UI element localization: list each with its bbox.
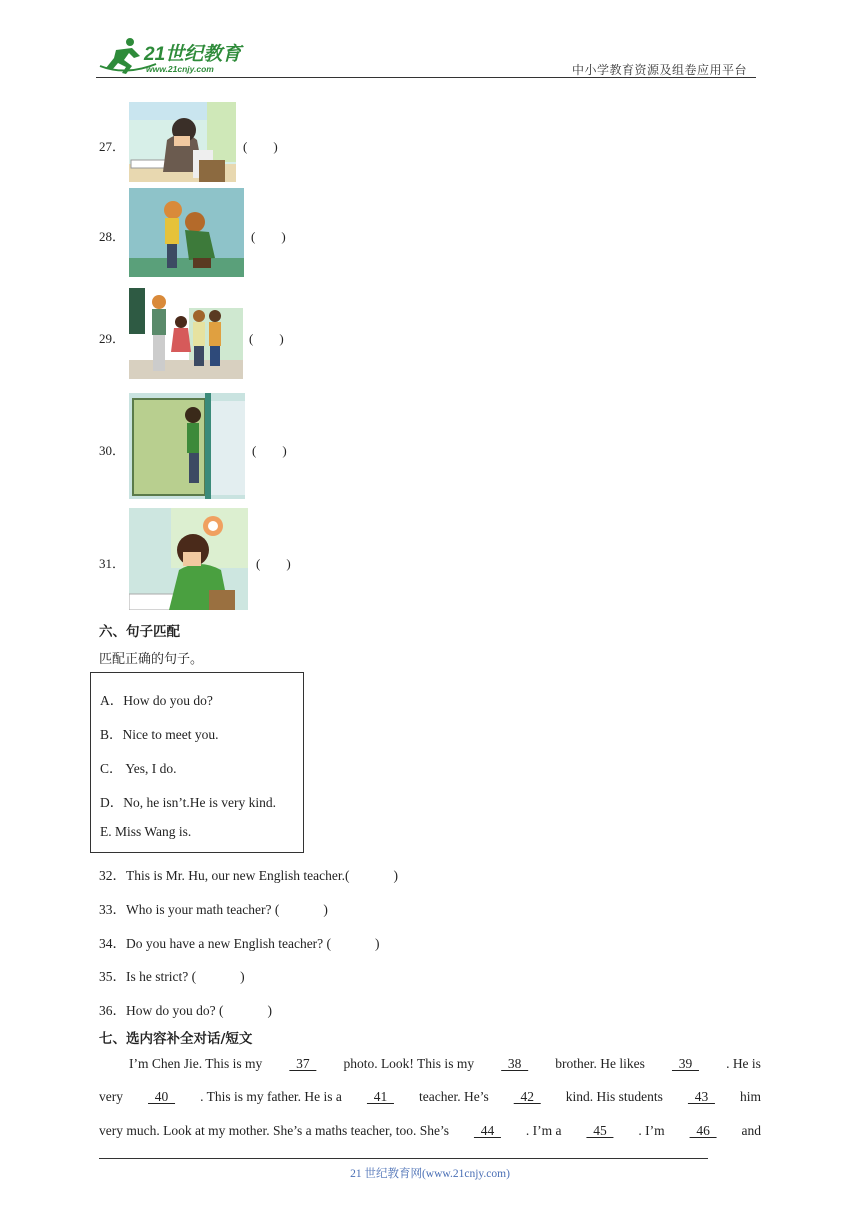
question-text: This is Mr. Hu, our new English teacher.( bbox=[126, 868, 350, 883]
passage-text: I’m Chen Jie. This is my bbox=[129, 1056, 263, 1071]
question-number: 29． bbox=[99, 331, 126, 346]
question-34 bbox=[99, 932, 380, 952]
answer-paren[interactable]: ( ) bbox=[252, 443, 287, 458]
passage-line-3 bbox=[99, 1123, 761, 1139]
passage-text: . He is bbox=[726, 1056, 761, 1071]
close-paren: ) bbox=[393, 868, 398, 883]
passage-text: teacher. He’s bbox=[418, 1089, 489, 1104]
question-number: 32． bbox=[99, 868, 126, 883]
option-a: A．How do you do? bbox=[100, 693, 213, 708]
footer-text[interactable]: 21 世纪教育网(www.21cnjy.com) bbox=[350, 1168, 510, 1180]
blank-43[interactable]: 43 bbox=[687, 1089, 715, 1104]
blank-40[interactable]: 40 bbox=[148, 1089, 176, 1104]
blank-46[interactable]: 46 bbox=[689, 1123, 717, 1138]
question-text: Who is your math teacher? ( bbox=[126, 902, 280, 917]
passage-text: . This is my father. He is a bbox=[200, 1089, 342, 1104]
question-32 bbox=[99, 864, 398, 884]
passage-text: . I’m bbox=[638, 1123, 665, 1138]
passage-line-1 bbox=[129, 1056, 761, 1072]
answer-paren[interactable]: ( ) bbox=[256, 556, 291, 571]
question-number: 36． bbox=[99, 1003, 126, 1018]
platform-name: 中小学教育资源及组卷应用平台 bbox=[572, 63, 748, 77]
question-text: Is he strict? ( bbox=[126, 969, 197, 984]
picture-boy-reading bbox=[129, 102, 236, 182]
blank-41[interactable]: 41 bbox=[366, 1089, 394, 1104]
site-logo bbox=[96, 36, 266, 78]
question-number: 30． bbox=[99, 443, 126, 458]
blank-39[interactable]: 39 bbox=[671, 1056, 699, 1071]
passage-text: brother. He likes bbox=[555, 1056, 645, 1071]
question-number: 34． bbox=[99, 936, 126, 951]
passage-text: very bbox=[99, 1089, 123, 1104]
blank-37[interactable]: 37 bbox=[289, 1056, 317, 1071]
header-divider bbox=[96, 77, 756, 78]
passage-text: kind. His students bbox=[565, 1089, 663, 1104]
section-instruction: 匹配正确的句子。 bbox=[99, 652, 204, 667]
logo-text: 21世纪教育 bbox=[144, 44, 242, 65]
logo-url: www.21cnjy.com bbox=[146, 64, 214, 74]
question-number: 31． bbox=[99, 556, 126, 571]
picture-teacher-and-boy bbox=[129, 188, 244, 277]
question-33 bbox=[99, 898, 328, 918]
blank-42[interactable]: 42 bbox=[513, 1089, 541, 1104]
picture-teacher-and-students bbox=[129, 288, 243, 379]
option-c: C． Yes, I do. bbox=[100, 761, 177, 776]
passage-text: and bbox=[741, 1123, 761, 1138]
question-text: Do you have a new English teacher? ( bbox=[126, 936, 332, 951]
blank-38[interactable]: 38 bbox=[501, 1056, 529, 1071]
option-d: D．No, he isn’t.He is very kind. bbox=[100, 795, 276, 810]
option-e: E. Miss Wang is. bbox=[100, 824, 192, 839]
blank-44[interactable]: 44 bbox=[473, 1123, 501, 1138]
section-title: 六、句子匹配 bbox=[99, 624, 180, 640]
passage-text: him bbox=[739, 1089, 761, 1104]
passage-text: very much. Look at my mother. She’s a maths teacher, too. She’s bbox=[99, 1123, 450, 1138]
close-paren: ) bbox=[240, 969, 245, 984]
question-number: 35． bbox=[99, 969, 126, 984]
question-number: 28． bbox=[99, 229, 126, 244]
passage-text: photo. Look! This is my bbox=[343, 1056, 475, 1071]
option-b: B．Nice to meet you. bbox=[100, 727, 219, 742]
picture-boy-with-idea bbox=[129, 508, 248, 610]
question-35 bbox=[99, 965, 245, 985]
passage-line-2 bbox=[99, 1089, 761, 1105]
question-36 bbox=[99, 999, 272, 1019]
footer-divider bbox=[99, 1158, 708, 1159]
options-box bbox=[90, 672, 304, 853]
answer-paren[interactable]: ( ) bbox=[251, 229, 286, 244]
passage-text: . I’m a bbox=[525, 1123, 562, 1138]
answer-paren[interactable]: ( ) bbox=[243, 139, 278, 154]
answer-paren[interactable]: ( ) bbox=[249, 331, 284, 346]
question-number: 33． bbox=[99, 902, 126, 917]
close-paren: ) bbox=[375, 936, 380, 951]
blank-45[interactable]: 45 bbox=[586, 1123, 614, 1138]
section-title: 七、选内容补全对话/短文 bbox=[99, 1031, 253, 1047]
question-text: How do you do? ( bbox=[126, 1003, 224, 1018]
picture-boy-at-door bbox=[129, 393, 245, 499]
close-paren: ) bbox=[323, 902, 328, 917]
close-paren: ) bbox=[267, 1003, 272, 1018]
question-number: 27． bbox=[99, 139, 126, 154]
